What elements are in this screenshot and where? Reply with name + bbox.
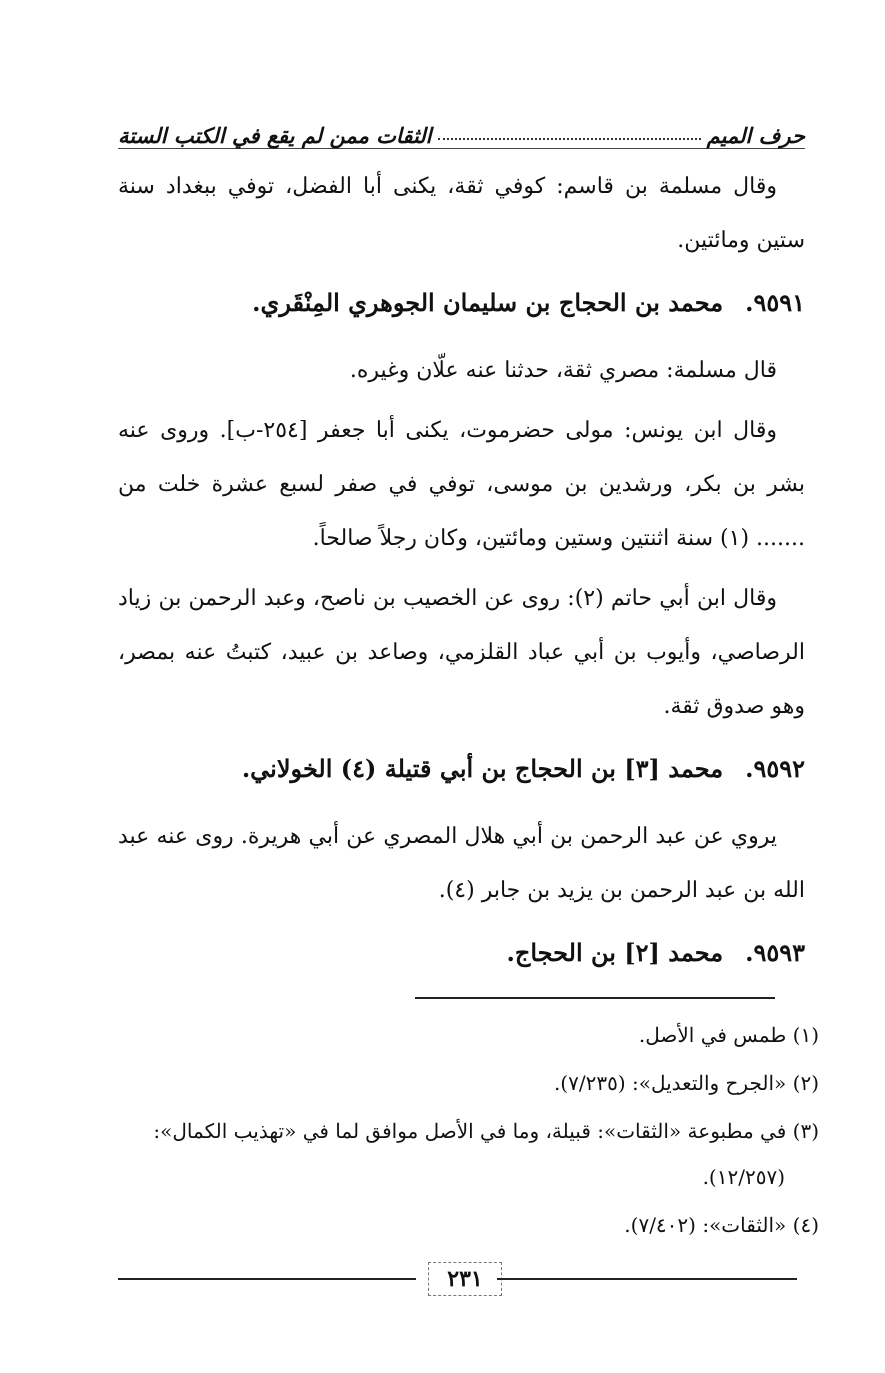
entry-name: محمد بن الحجاج بن سليمان الجوهري المِنْقَري. (252, 288, 724, 317)
entry-name: محمد [٢] بن الحجاج. (506, 938, 724, 967)
footnote: (١) طمس في الأصل. (638, 1023, 819, 1047)
paragraph: يروي عن عبد الرحمن بن أبي هلال المصري عن أبي هريرة. روى عنه عبد الله بن عبد الرحمن بن يزيد بن جابر (٤). (118, 824, 805, 903)
footnote: (٢) «الجرح والتعديل»: (٧/٢٣٥). (553, 1071, 819, 1095)
entry-name: محمد [٣] بن الحجاج بن أبي قتيلة (٤) الخولاني. (241, 754, 724, 783)
footnote: (٣) في مطبوعة «الثقات»: قبيلة، وما في الأصل موافق لما في «تهذيب الكمال»: (153, 1119, 819, 1143)
header-dots (438, 138, 701, 140)
entry-number: ٩٥٩١. (745, 288, 805, 317)
chapter-title: حرف الميم (706, 123, 805, 148)
footer-rule-left (118, 1278, 416, 1280)
entry-heading (118, 276, 805, 330)
page-footer (118, 1262, 797, 1296)
running-header (118, 108, 805, 149)
paragraph: قال مسلمة: مصري ثقة، حدثنا عنه علّان وغيره. (349, 358, 777, 383)
entry-heading (118, 742, 805, 796)
paragraph: وقال مسلمة بن قاسم: كوفي ثقة، يكنى أبا الفضل، توفي ببغداد سنة ستين ومائتين. (118, 174, 805, 253)
entry-number: ٩٥٩٣. (745, 938, 805, 967)
footer-rule-right (497, 1278, 797, 1280)
footnotes (118, 1012, 819, 1250)
entry-heading (118, 926, 805, 980)
main-text (118, 160, 805, 994)
paragraph: وقال ابن أبي حاتم (٢): روى عن الخصيب بن ناصح، وعبد الرحمن بن زياد الرصاصي، وأيوب بن أبي عباد القلزمي، وصاعد بن عبيد، كتبتُ عنه بمصر، وهو صدوق ثقة. (118, 586, 805, 719)
book-title: الثقات ممن لم يقع في الكتب الستة (118, 123, 432, 148)
footnote-continuation: (١٢/٢٥٧). (702, 1165, 785, 1189)
entry-number: ٩٥٩٢. (745, 754, 805, 783)
paragraph: وقال ابن يونس: مولى حضرموت، يكنى أبا جعفر [٢٥٤-ب]. وروى عنه بشر بن بكر، ورشدين بن موسى، توفي في صفر لسبع عشرة خلت من ....... (١) سنة اثنتين وستين ومائتين، وكان رجلاً صالحاً. (118, 418, 805, 551)
footnote: (٤) «الثقات»: (٧/٤٠٢). (624, 1213, 819, 1237)
footnote-divider (415, 997, 775, 999)
page-number: ٢٣١ (428, 1262, 502, 1296)
